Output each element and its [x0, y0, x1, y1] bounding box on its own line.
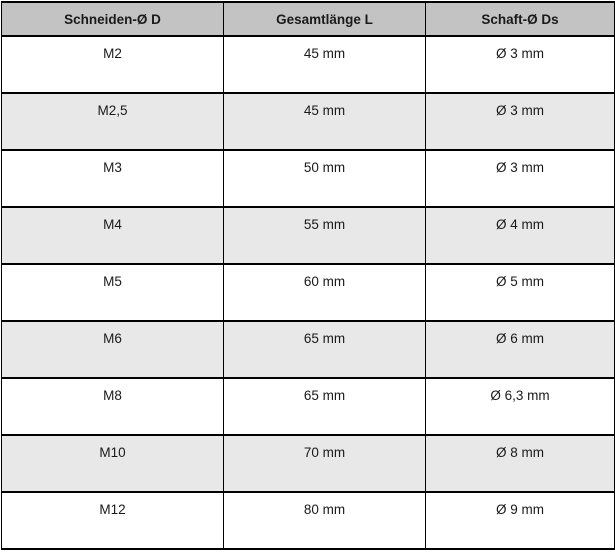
table-row: [2, 36, 615, 93]
cell-shank-diameter: Ø 5 mm: [426, 264, 615, 321]
table-row: [2, 207, 615, 264]
cell-thread-size: M5: [2, 264, 224, 321]
cell-shank-diameter: Ø 9 mm: [426, 492, 615, 549]
table-row: [2, 150, 615, 207]
cell-thread-size: M10: [2, 435, 224, 492]
cell-shank-diameter: Ø 6,3 mm: [426, 378, 615, 435]
table-row: [2, 492, 615, 549]
cell-total-length: 80 mm: [224, 492, 426, 549]
cell-thread-size: M8: [2, 378, 224, 435]
table-row: [2, 321, 615, 378]
header-row: [2, 2, 615, 36]
cell-shank-diameter: Ø 3 mm: [426, 93, 615, 150]
cell-shank-diameter: Ø 6 mm: [426, 321, 615, 378]
table-row: [2, 264, 615, 321]
cell-thread-size: M4: [2, 207, 224, 264]
cell-thread-size: M2: [2, 36, 224, 93]
cell-thread-size: M6: [2, 321, 224, 378]
cell-total-length: 55 mm: [224, 207, 426, 264]
cell-total-length: 65 mm: [224, 321, 426, 378]
header-cell-shank-diameter: Schaft-Ø Ds: [426, 2, 615, 36]
header-cell-total-length: Gesamtlänge L: [224, 2, 426, 36]
cell-thread-size: M2,5: [2, 93, 224, 150]
header-cell-cutting-diameter: Schneiden-Ø D: [2, 2, 224, 36]
cell-total-length: 60 mm: [224, 264, 426, 321]
table-row: [2, 93, 615, 150]
cell-shank-diameter: Ø 4 mm: [426, 207, 615, 264]
cell-thread-size: M12: [2, 492, 224, 549]
cell-shank-diameter: Ø 3 mm: [426, 150, 615, 207]
cell-total-length: 45 mm: [224, 36, 426, 93]
cell-total-length: 50 mm: [224, 150, 426, 207]
cell-total-length: 65 mm: [224, 378, 426, 435]
cell-thread-size: M3: [2, 150, 224, 207]
tap-dimensions-table: [1, 1, 615, 550]
cell-total-length: 70 mm: [224, 435, 426, 492]
cell-total-length: 45 mm: [224, 93, 426, 150]
table-row: [2, 378, 615, 435]
cell-shank-diameter: Ø 8 mm: [426, 435, 615, 492]
cell-shank-diameter: Ø 3 mm: [426, 36, 615, 93]
table-row: [2, 435, 615, 492]
